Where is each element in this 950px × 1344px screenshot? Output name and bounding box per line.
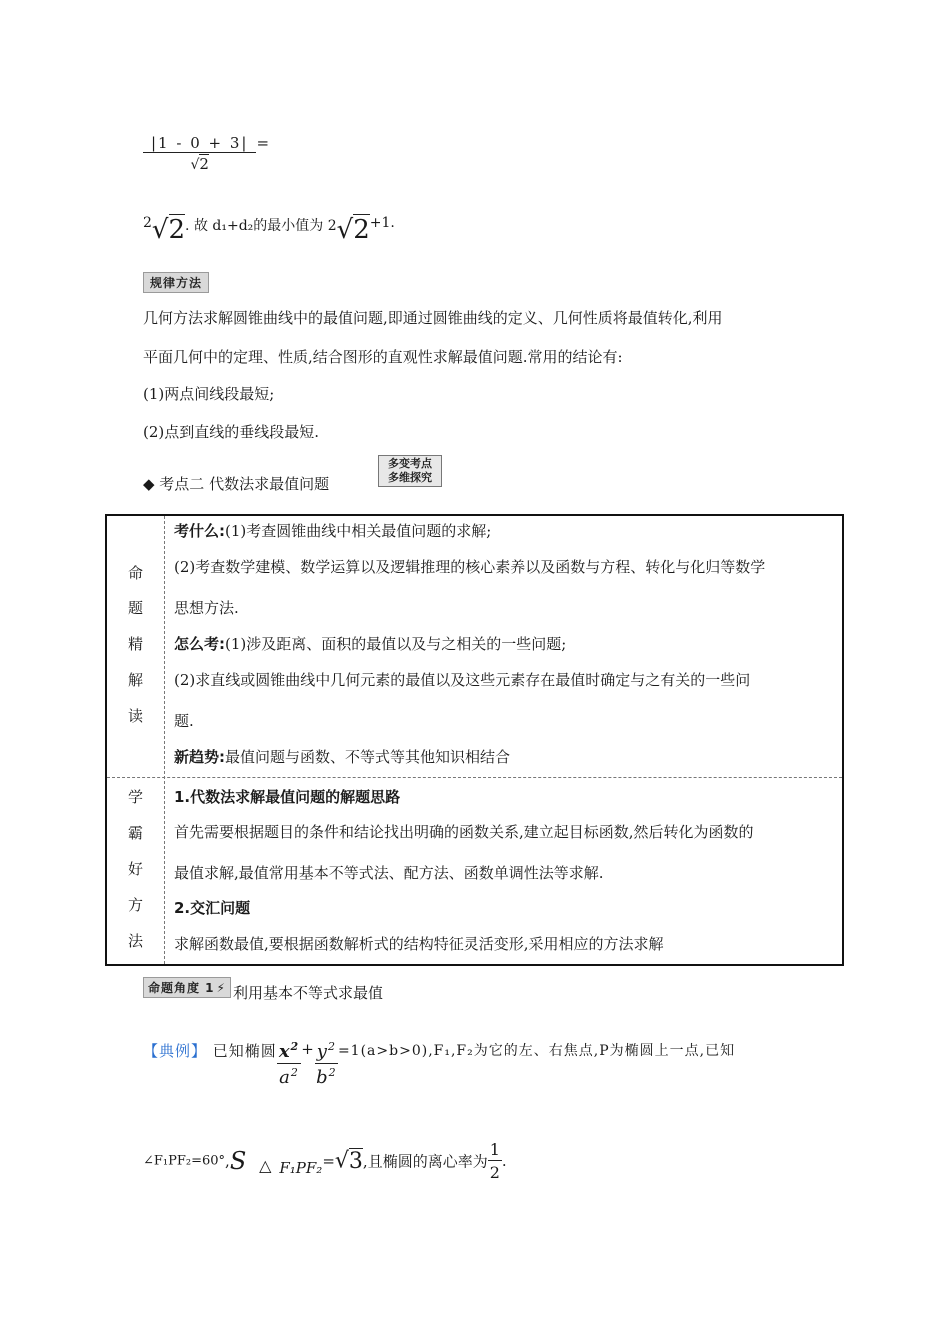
side-label-top-4: 解 xyxy=(128,671,144,689)
equals: = xyxy=(322,1152,335,1170)
min-text: . 故 d₁+d₂的最小值为 2 xyxy=(185,218,337,234)
triangle-subscript: F₁PF₂ xyxy=(279,1159,323,1177)
what-text: (1)考查圆锥曲线中相关最值问题的求解; xyxy=(225,522,492,540)
side-label-bottom-5: 法 xyxy=(128,932,144,950)
what-label: 考什么: xyxy=(174,522,225,540)
period: . xyxy=(501,1152,507,1170)
example-post: =1(a>b>0),F₁,F₂为它的左、右焦点,P为椭圆上一点,已知 xyxy=(337,1043,736,1059)
trend-label: 新趋势: xyxy=(174,748,225,766)
condition-line: ∠F₁PF₂=60°,S △ F₁PF₂=√3,且椭圆的离心率为 $\frac{1}{2}$ . xyxy=(143,1140,507,1182)
box-bottom-4 xyxy=(174,897,250,918)
min-value-line: 2√2. 故 d₁+d₂的最小值为 2√2+1. xyxy=(143,215,395,245)
side-label-bottom-1: 学 xyxy=(128,788,144,806)
example-line xyxy=(143,1040,735,1088)
side-label-bottom-4: 方 xyxy=(128,896,144,914)
badge-line-2: 多维探究 xyxy=(388,471,432,484)
y-fraction: $\frac{y^2}{b^2}$ xyxy=(316,1040,337,1088)
box-bottom-3: 最值求解,最值常用基本不等式法、配方法、函数单调性法等求解. xyxy=(174,864,604,882)
side-label-top-1: 命 xyxy=(128,564,144,582)
coef: 2 xyxy=(143,215,152,231)
method-heading-2: 2.交汇问题 xyxy=(174,899,251,917)
box-row-7 xyxy=(174,746,510,767)
box-bottom-5: 求解函数最值,要根据函数解析式的结构特征灵活变形,采用相应的方法求解 xyxy=(174,935,664,953)
paragraph-4: (2)点到直线的垂线段最短. xyxy=(143,423,320,441)
method-tag xyxy=(143,272,209,293)
side-label-top-3: 精 xyxy=(128,635,144,653)
distance-formula xyxy=(143,134,269,173)
plus-sign: + xyxy=(301,1040,315,1058)
lightning-icon: ⚡ xyxy=(216,981,226,995)
side-label-bottom-3: 好 xyxy=(128,860,144,878)
section-badge xyxy=(378,455,442,487)
paragraph-1: 几何方法求解圆锥曲线中的最值问题,即通过圆锥曲线的定义、几何性质将最值转化,利用 xyxy=(143,309,723,327)
example-label: 【典例】 xyxy=(143,1042,208,1060)
trend-text: 最值问题与函数、不等式等其他知识相结合 xyxy=(225,748,511,766)
formula-equals: = xyxy=(256,134,270,152)
badge-line-1: 多变考点 xyxy=(388,457,432,470)
how-text: (1)涉及距离、面积的最值以及与之相关的一些问题; xyxy=(225,635,567,653)
angle-tag-label: 命题角度 1 xyxy=(148,981,215,995)
box-row-2: (2)考查数学建模、数学运算以及逻辑推理的核心素养以及函数与方程、转化与化归等数学 xyxy=(174,558,766,576)
method-heading-1: 1.代数法求解最值问题的解题思路 xyxy=(174,788,401,806)
box-bottom-1 xyxy=(174,786,400,807)
section-title: ◆ 考点二 代数法求最值问题 xyxy=(143,475,330,493)
angle-condition: ∠F₁PF₂=60° xyxy=(143,1153,226,1169)
radicand-2: 2 xyxy=(353,215,370,245)
eccentricity-fraction: $\frac{1}{2}$ xyxy=(489,1140,500,1182)
angle-tag xyxy=(143,977,231,998)
box-row-3: 思想方法. xyxy=(174,599,239,617)
radicand: 2 xyxy=(168,215,186,245)
paragraph-3: (1)两点间线段最短; xyxy=(143,385,275,403)
side-label-bottom-2: 霸 xyxy=(128,824,144,842)
tail: +1. xyxy=(369,215,395,231)
method-tag-label: 规律方法 xyxy=(143,272,209,293)
example-pre: 已知椭圆 xyxy=(212,1042,277,1060)
box-bottom-2: 首先需要根据题目的条件和结论找出明确的函数关系,建立起目标函数,然后转化为函数的 xyxy=(174,823,754,841)
sqrt-radicand: 3 xyxy=(348,1148,363,1174)
side-label-top-2: 题 xyxy=(128,599,144,617)
box-horizontal-divider xyxy=(107,777,842,778)
angle-line xyxy=(143,976,383,1002)
triangle-icon: △ xyxy=(259,1156,272,1175)
box-row-1 xyxy=(174,520,491,541)
how-label: 怎么考: xyxy=(174,635,225,653)
formula-denominator: √2 xyxy=(190,155,209,173)
box-row-4 xyxy=(174,633,566,654)
box-vertical-divider xyxy=(164,516,165,964)
comma: , xyxy=(225,1152,230,1170)
box-row-6: 题. xyxy=(174,712,194,730)
side-label-top-5: 读 xyxy=(128,707,144,725)
paragraph-2: 平面几何中的定理、性质,结合图形的直观性求解最值问题.常用的结论有: xyxy=(143,348,623,366)
area-symbol: S xyxy=(229,1147,247,1175)
angle-text: 利用基本不等式求最值 xyxy=(232,984,383,1002)
eccentricity-text: ,且椭圆的离心率为 xyxy=(362,1152,488,1171)
box-row-5: (2)求直线或圆锥曲线中几何元素的最值以及这些元素存在最值时确定与之有关的一些问 xyxy=(174,671,751,689)
formula-numerator: |1 - 0 + 3| xyxy=(143,134,256,153)
x-fraction: $\frac{x^2}{a^2}$ xyxy=(278,1040,300,1088)
